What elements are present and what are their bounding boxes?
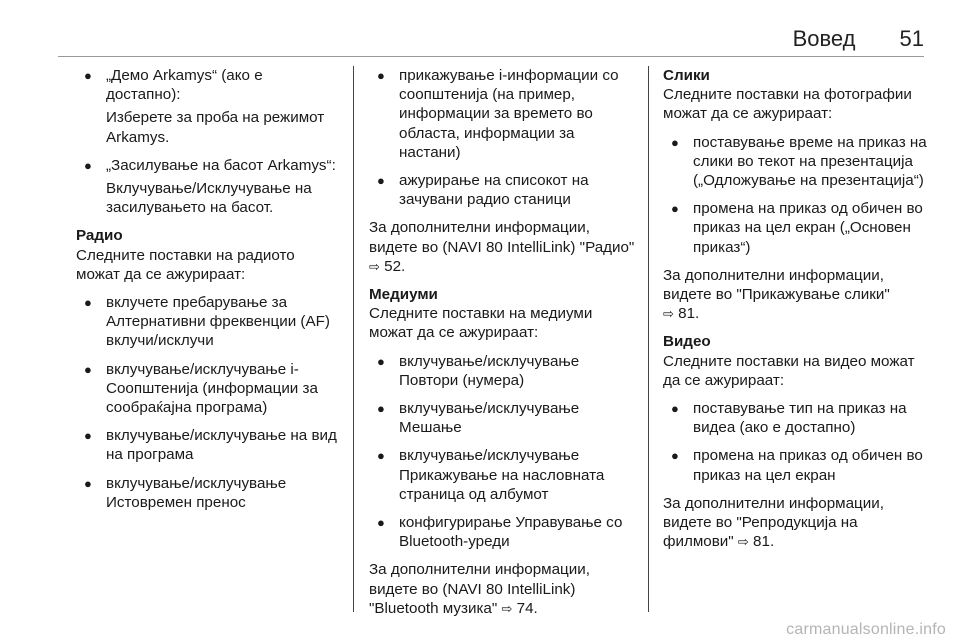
page-number: 51 bbox=[899, 26, 924, 51]
page-ref-link[interactable]: 52. bbox=[384, 257, 406, 275]
bullet-icon: ● bbox=[84, 361, 92, 377]
watermark: carmanualsonline.info bbox=[786, 621, 946, 638]
list-item: ● вклучување/исклучување Прикажување на насловната страница од албумот bbox=[377, 447, 605, 503]
bullet-icon: ● bbox=[84, 68, 92, 83]
bullet-icon: ● bbox=[671, 134, 679, 150]
more-info-media: За дополнителни информации, видете во (NAVI 80 IntelliLink) "Bluetooth музика" ⇨ 74. bbox=[369, 561, 590, 617]
section-heading-media: Медиуми bbox=[369, 286, 438, 304]
list-item: ● „Демо Arkamys“ (ако е достапно): Изберете за проба на режимот Arkamys. bbox=[76, 66, 338, 147]
column-divider bbox=[648, 66, 649, 612]
media-settings-list bbox=[369, 352, 635, 552]
list-item: ● поставување време на приказ на слики во текот на презентација („Одложување на презентација“) bbox=[671, 133, 927, 190]
bullet-icon: ● bbox=[84, 475, 92, 491]
section-intro: Следните поставки на медиуми можат да се ажурираат: bbox=[369, 305, 593, 342]
list-item: ● вклучување/исклучување Повтори (нумера) bbox=[377, 352, 580, 389]
bullet-icon: ● bbox=[377, 515, 385, 531]
radio-settings-list bbox=[76, 293, 338, 512]
page-ref-arrow-icon: ⇨ bbox=[737, 534, 749, 550]
bullet-icon: ● bbox=[84, 295, 92, 311]
list-item: ● вклучување/исклучување на вид на програма bbox=[84, 427, 337, 464]
list-item: ● вклучување/исклучување Мешање bbox=[377, 400, 580, 437]
photo-settings-list bbox=[663, 133, 931, 257]
bullet-icon: ● bbox=[377, 401, 385, 417]
list-item-detail: Изберете за проба на режимот Arkamys. bbox=[106, 109, 325, 146]
page-ref-arrow-icon: ⇨ bbox=[663, 306, 674, 322]
section-heading-radio: Радио bbox=[76, 227, 123, 245]
radio-settings-list-continued bbox=[369, 66, 635, 209]
list-item: ● ажурирање на списокот на зачувани радио станици bbox=[377, 172, 589, 209]
more-info-video: За дополнителни информации, видете во "Репродукција на филмови" ⇨ 81. bbox=[663, 494, 884, 551]
page-header bbox=[793, 26, 924, 56]
list-item: ● „Засилување на басот Arkamys“: Вклучување/Исклучување на засилувањето на басот. bbox=[76, 156, 338, 218]
section-heading-video: Видео bbox=[663, 333, 711, 351]
page-title: Вовед bbox=[792, 26, 856, 51]
bullet-icon: ● bbox=[377, 68, 385, 83]
video-settings-list bbox=[663, 399, 931, 485]
list-item: ● вклучете пребарување за Алтернативни фреквенции (AF) вклучи/исклучи bbox=[84, 294, 330, 350]
more-info-radio: За дополнителни информации, видете во (NAVI 80 IntelliLink) "Радио" ⇨ 52. bbox=[369, 219, 635, 275]
page-ref-link[interactable]: 81. bbox=[753, 533, 775, 551]
list-item: ● вклучување/исклучување i-Соопштенија (информации за сообраќајна програма) bbox=[84, 360, 318, 417]
column-divider bbox=[353, 66, 354, 612]
list-item-detail: Вклучување/Исклучување на засилувањето на басот. bbox=[106, 180, 312, 217]
list-item: ● прикажување i-информации со соопштенија (на пример, информации за времето во областа, информации за настани) bbox=[377, 67, 619, 161]
page-ref-link[interactable]: 74. bbox=[516, 599, 538, 617]
more-info-photos: За дополнителни информации, видете во "Прикажување слики" ⇨ 81. bbox=[663, 266, 890, 323]
column-3 bbox=[663, 66, 931, 560]
bullet-icon: ● bbox=[671, 201, 679, 217]
column-2 bbox=[369, 66, 635, 627]
header-rule bbox=[58, 56, 924, 57]
section-heading-photos: Слики bbox=[663, 67, 710, 84]
section-intro: Следните поставки на радиото можат да се ажурираат: bbox=[76, 246, 295, 283]
page-ref-arrow-icon: ⇨ bbox=[369, 258, 380, 274]
page-ref-arrow-icon: ⇨ bbox=[501, 600, 513, 616]
section-intro: Следните поставки на видео можат да се ажурираат: bbox=[663, 352, 915, 389]
list-item: ● промена на приказ од обичен во приказ на цел екран („Основен приказ“) bbox=[671, 200, 923, 256]
bullet-icon: ● bbox=[671, 401, 679, 417]
bullet-icon: ● bbox=[377, 448, 385, 464]
list-item: ● вклучување/исклучување Истовремен пренос bbox=[84, 474, 287, 511]
section-intro: Следните поставки на фотографии можат да се ажурираат: bbox=[663, 86, 912, 123]
bullet-icon: ● bbox=[377, 353, 385, 369]
list-item: ● конфигурирање Управување со Bluetooth-уреди bbox=[377, 514, 623, 551]
arkamys-list bbox=[76, 66, 338, 217]
bullet-icon: ● bbox=[377, 173, 385, 189]
column-1 bbox=[76, 66, 338, 521]
list-item: ● промена на приказ од обичен во приказ на цел екран bbox=[671, 447, 923, 484]
page-ref-link[interactable]: 81. bbox=[678, 305, 700, 323]
bullet-icon: ● bbox=[671, 448, 679, 464]
bullet-icon: ● bbox=[84, 428, 92, 444]
list-item: ● поставување тип на приказ на видеа (ако е достапно) bbox=[671, 400, 907, 437]
bullet-icon: ● bbox=[84, 157, 92, 173]
